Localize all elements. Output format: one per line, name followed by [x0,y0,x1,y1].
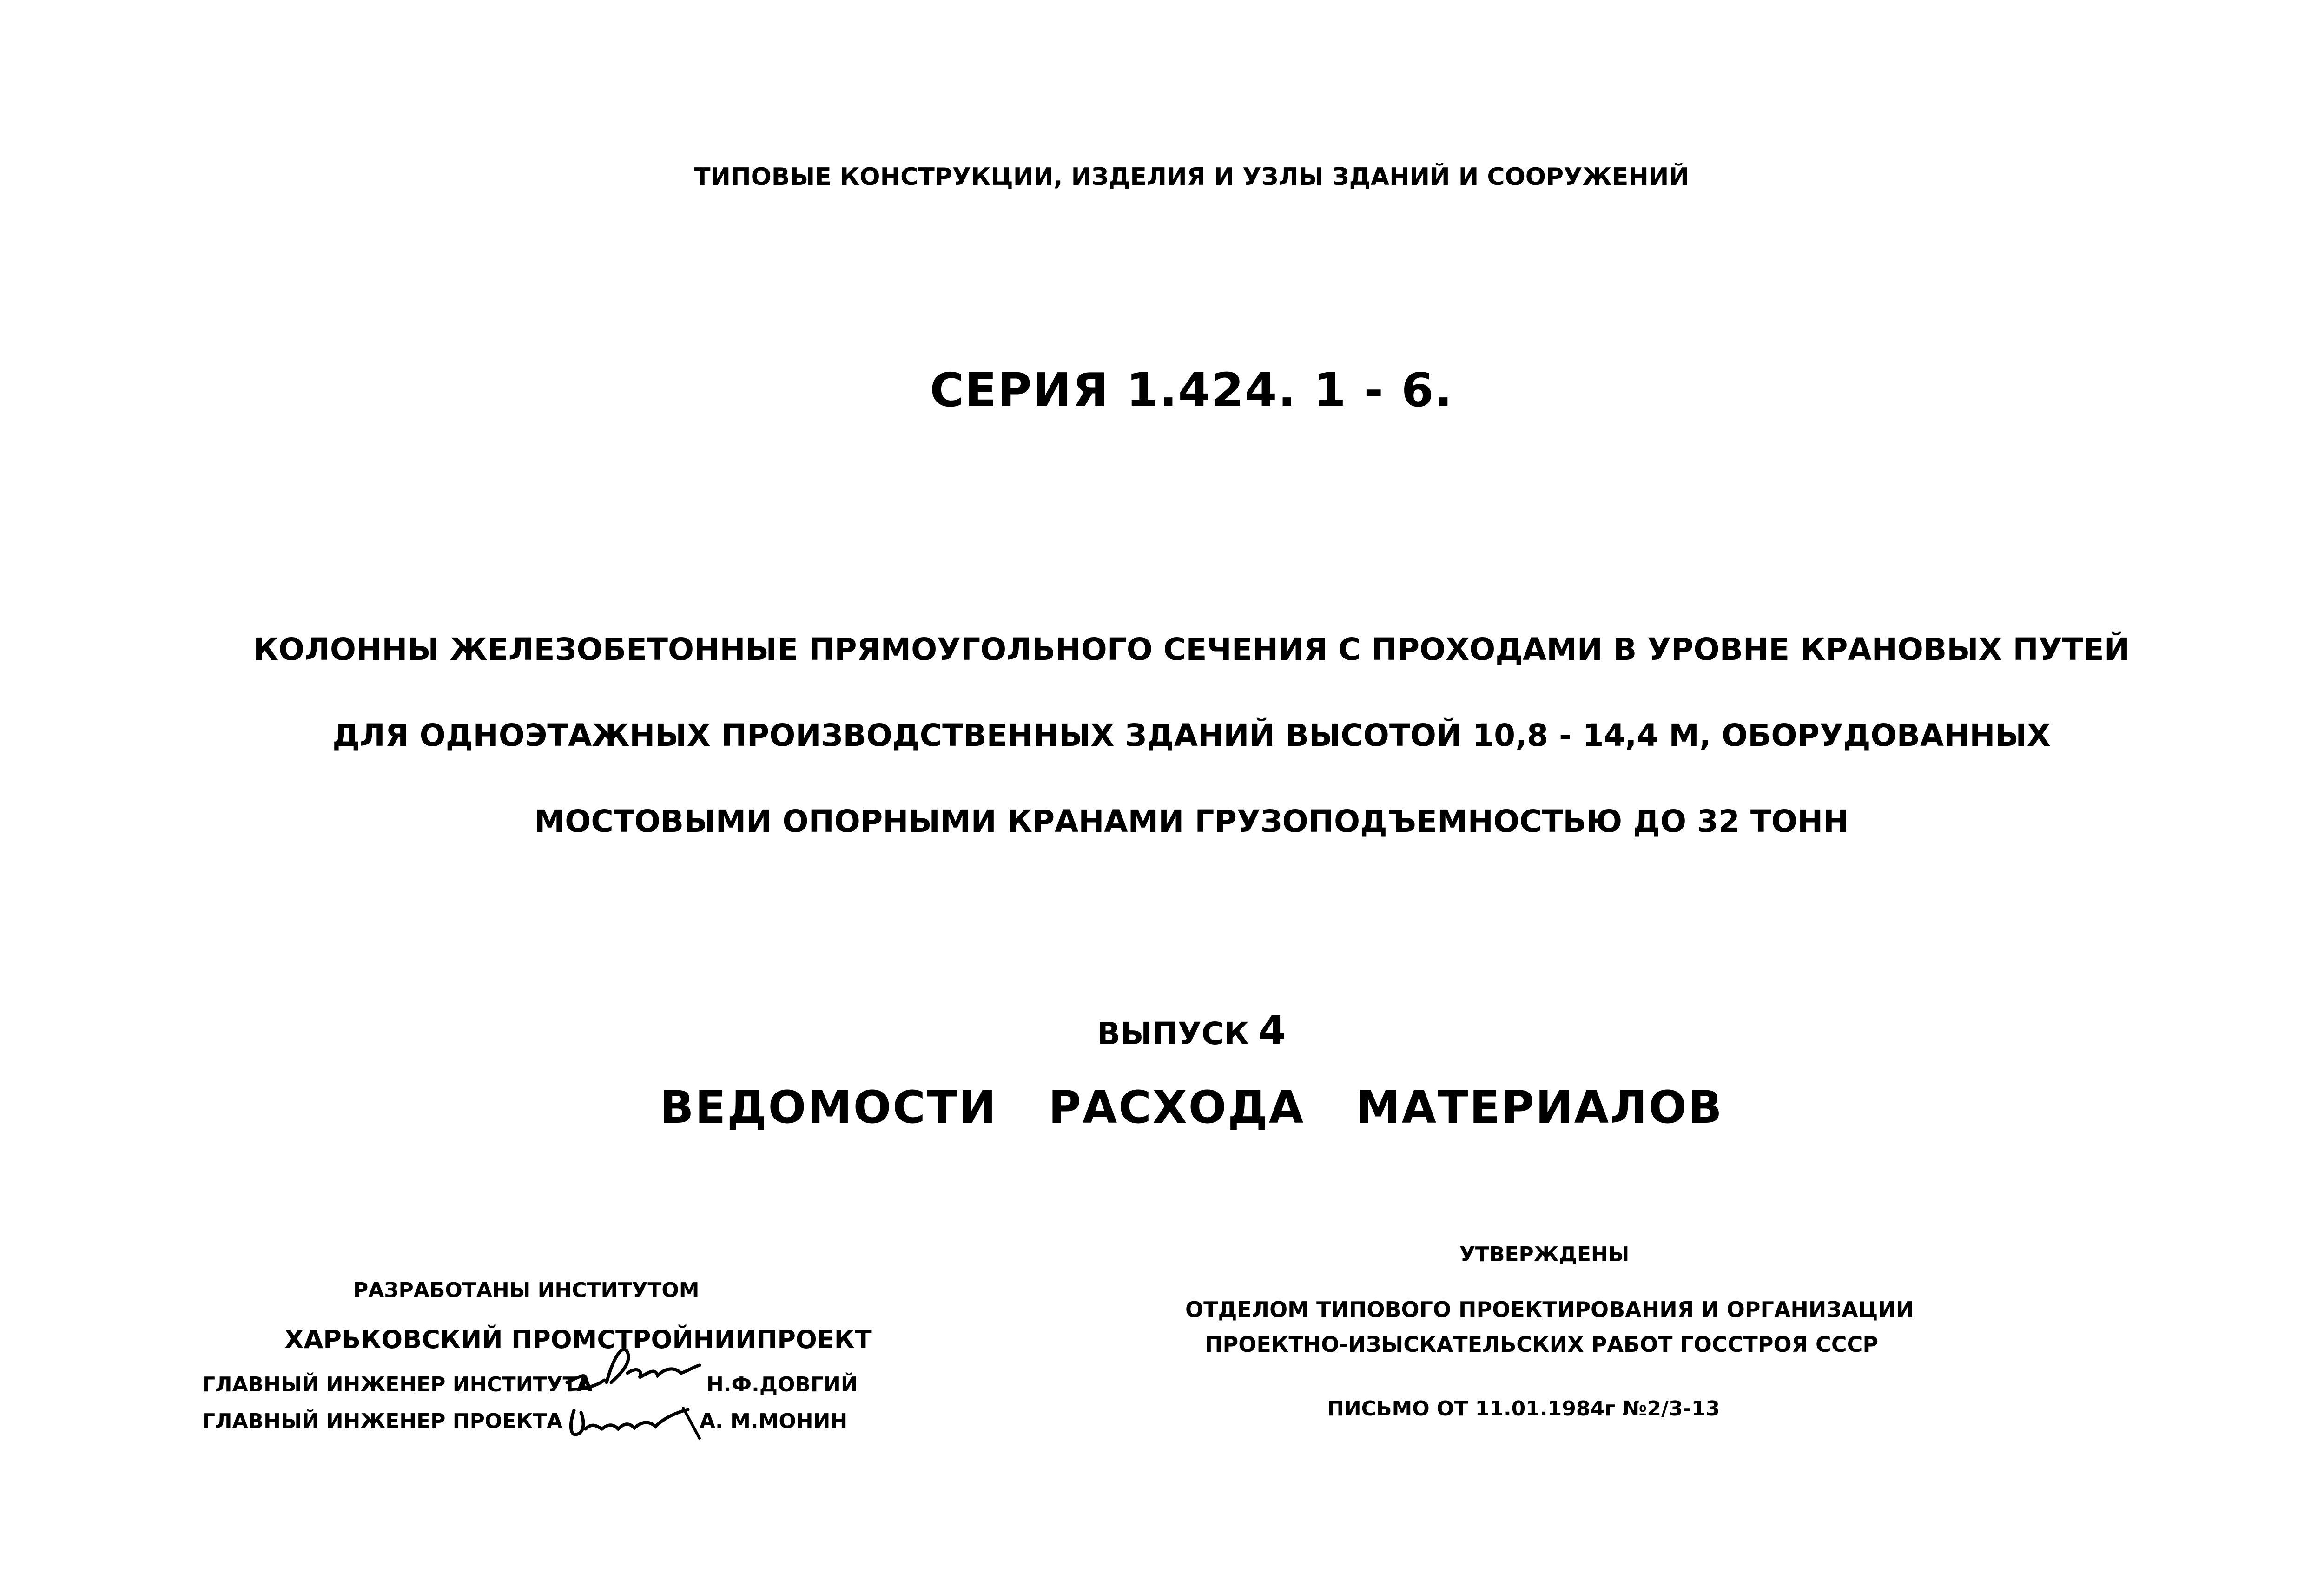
issue-label [0,1007,2324,1054]
approval-letter-reference: ПИСЬМО ОТ 11.01.1984г №2/3-13 [1327,1397,1720,1421]
series-collection-heading: ТИПОВЫЕ КОНСТРУКЦИИ, ИЗДЕЛИЯ И УЗЛЫ ЗДАНИЙ И СООРУЖЕНИЙ [694,163,1689,191]
approving-org-line-2: ПРОЕКТНО-ИЗЫСКАТЕЛЬСКИХ РАБОТ ГОССТРОЯ СССР [1205,1332,1879,1357]
developed-by-heading: РАЗРАБОТАНЫ ИНСТИТУТОМ [353,1278,700,1302]
issue-label-text: ВЫПУСК [1096,1016,1249,1052]
chief-engineer-institute-role: ГЛАВНЫЙ ИНЖЕНЕР ИНСТИТУТА [202,1373,593,1396]
chief-engineer-project-role: ГЛАВНЫЙ ИНЖЕНЕР ПРОЕКТА [202,1409,563,1433]
series-number: СЕРИЯ 1.424. 1 - 6. [930,363,1453,417]
developer-org-name: ПРОМСТРОЙНИИПРОЕКТ [511,1325,872,1354]
issue-number: 4 [1258,1007,1287,1054]
document-title-line-1: КОЛОННЫ ЖЕЛЕЗОБЕТОННЫЕ ПРЯМОУГОЛЬНОГО СЕЧЕНИЯ С ПРОХОДАМИ В УРОВНЕ КРАНОВЫХ ПУТЕЙ [253,632,2130,667]
approved-by-heading: УТВЕРЖДЕНЫ [1459,1243,1630,1266]
issue-subtitle [0,1081,2324,1133]
signature-monin [565,1401,704,1443]
approving-org-line-1: ОТДЕЛОМ ТИПОВОГО ПРОЕКТИРОВАНИЯ И ОРГАНИЗАЦИИ [1185,1297,1914,1322]
chief-engineer-project-name: А. М.МОНИН [700,1409,848,1433]
subtitle-word-1: ВЕДОМОСТИ [660,1081,997,1133]
developer-org-city: ХАРЬКОВСКИЙ [284,1325,503,1354]
signature-dovgiy [562,1338,702,1399]
chief-engineer-institute-name: Н.Ф.ДОВГИЙ [706,1373,858,1396]
subtitle-word-3: МАТЕРИАЛОВ [1356,1081,1723,1133]
subtitle-word-2: РАСХОДА [1048,1081,1305,1133]
document-title-line-2: ДЛЯ ОДНОЭТАЖНЫХ ПРОИЗВОДСТВЕННЫХ ЗДАНИЙ ВЫСОТОЙ 10,8 - 14,4 М, ОБОРУДОВАННЫХ [332,718,2051,753]
document-title-line-3: МОСТОВЫМИ ОПОРНЫМИ КРАНАМИ ГРУЗОПОДЪЕМНОСТЬЮ ДО 32 ТОНН [534,803,1849,839]
